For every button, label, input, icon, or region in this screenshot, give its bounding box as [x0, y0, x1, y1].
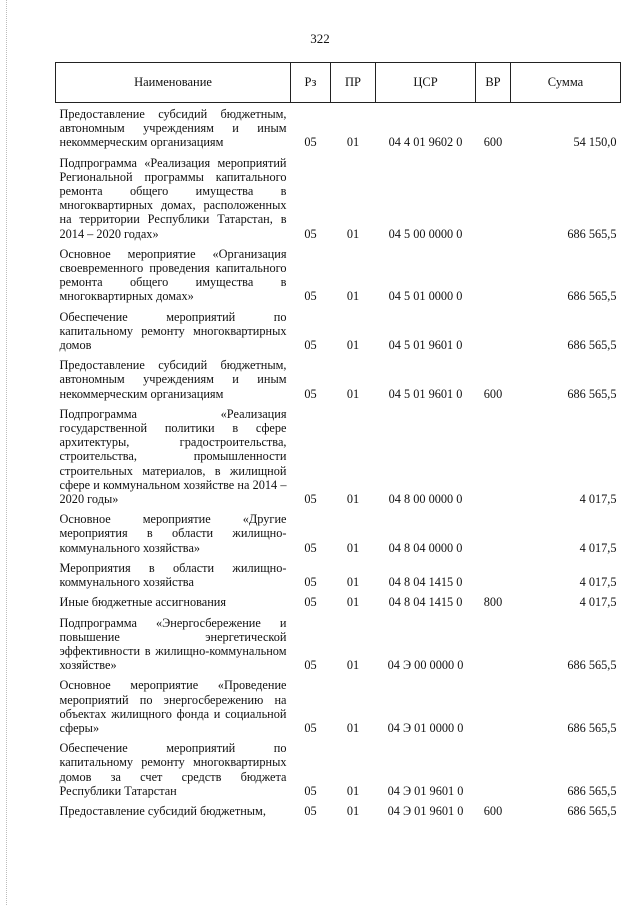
header-name: Наименование	[56, 63, 291, 103]
cell-name: Основное мероприятие «Другие мероприятия в области жилищно-коммунального хозяйства»	[59, 512, 287, 555]
table-row	[56, 103, 621, 152]
cell-csr: 04 Э 01 9601 0	[387, 783, 464, 798]
header-vr: ВР	[476, 63, 511, 103]
page-margin-line	[6, 0, 8, 905]
table-header	[56, 63, 621, 103]
cell-csr: 04 5 00 0000 0	[388, 226, 463, 241]
table-row	[56, 243, 621, 306]
cell-name: Обеспечение мероприятий по капитальному ремонту многоквартирных домов	[59, 309, 287, 353]
cell-rz: 05	[304, 575, 317, 590]
cell-vr	[476, 152, 511, 243]
cell-sum: 686 565,5	[567, 338, 617, 353]
cell-csr: 04 4 01 9602 0	[388, 135, 463, 150]
cell-sum: 686 565,5	[567, 386, 617, 401]
cell-vr	[476, 403, 511, 508]
cell-vr	[476, 737, 511, 800]
cell-vr: 600	[483, 386, 503, 401]
cell-vr	[476, 557, 511, 591]
cell-sum: 54 150,0	[573, 135, 617, 150]
table-row	[56, 306, 621, 355]
cell-rz: 05	[304, 803, 317, 818]
cell-pr: 01	[346, 226, 360, 241]
cell-csr: 04 Э 00 0000 0	[387, 658, 464, 673]
table-row	[56, 152, 621, 243]
cell-csr: 04 5 01 9601 0	[388, 338, 463, 353]
cell-rz: 05	[304, 540, 317, 555]
table-row	[56, 354, 621, 403]
table-row	[56, 674, 621, 737]
cell-rz: 05	[304, 289, 317, 304]
cell-vr	[476, 674, 511, 737]
cell-pr: 01	[346, 289, 360, 304]
cell-name: Подпрограмма «Энергосбережение и повышение энергетической эффективности в жилищно-коммунальном хозяйстве»	[59, 615, 287, 673]
cell-pr: 01	[346, 386, 360, 401]
cell-vr	[476, 243, 511, 306]
cell-rz: 05	[304, 595, 317, 610]
cell-csr: 04 8 04 0000 0	[388, 540, 463, 555]
budget-table	[55, 62, 621, 820]
cell-pr: 01	[346, 338, 360, 353]
cell-pr: 01	[346, 783, 360, 798]
cell-rz: 05	[304, 338, 317, 353]
cell-pr: 01	[346, 492, 360, 507]
cell-vr: 800	[483, 595, 503, 610]
cell-name: Мероприятия в области жилищно-коммунального хозяйства	[59, 560, 287, 590]
cell-rz: 05	[304, 226, 317, 241]
cell-vr	[476, 508, 511, 557]
table-row	[56, 557, 621, 591]
cell-name: Обеспечение мероприятий по капитальному ремонту многоквартирных домов за счет средств бюджета Республики Татарстан	[59, 741, 287, 798]
cell-sum: 686 565,5	[567, 226, 617, 241]
table-body	[56, 103, 621, 821]
table-row	[56, 800, 621, 820]
cell-name: Предоставление субсидий бюджетным, автономным учреждениям и иным некоммерческим организациям	[59, 358, 287, 401]
cell-sum: 4 017,5	[579, 575, 617, 590]
header-rz: Рз	[291, 63, 331, 103]
cell-name: Подпрограмма «Реализация государственной политики в сфере архитектуры, градостроительства, строительства, промышленности строительных материалов, в жилищной сфере и коммунальном хозяйстве на 2014 – 2020 годы»	[59, 406, 287, 507]
cell-vr	[476, 306, 511, 355]
cell-pr: 01	[346, 720, 360, 735]
cell-sum: 686 565,5	[567, 783, 617, 798]
cell-rz: 05	[304, 492, 317, 507]
header-csr: ЦСР	[376, 63, 476, 103]
cell-sum: 4 017,5	[579, 492, 617, 507]
cell-name: Основное мероприятие «Проведение мероприятий по энергосбережению на объектах жилищного фонда и социальной сферы»	[59, 678, 287, 735]
cell-name: Предоставление субсидий бюджетным, автономным учреждениям и иным некоммерческим организациям	[59, 107, 287, 150]
cell-csr: 04 Э 01 0000 0	[387, 720, 464, 735]
cell-rz: 05	[304, 386, 317, 401]
cell-pr: 01	[346, 540, 360, 555]
cell-name: Основное мероприятие «Организация своевременного проведения капитального ремонта общего имущества в многоквартирных домах»	[59, 246, 287, 304]
page-number: 322	[310, 31, 330, 46]
cell-name: Иные бюджетные ассигнования	[59, 595, 227, 610]
cell-pr: 01	[346, 575, 360, 590]
cell-csr: 04 8 04 1415 0	[388, 595, 463, 610]
cell-rz: 05	[304, 658, 317, 673]
cell-name: Подпрограмма «Реализация мероприятий Региональной программы капитального ремонта общего имущества в многоквартирных домах, расположенных на территории Республики Татарстан, в 2014 – 2020 годах»	[59, 155, 287, 241]
cell-sum: 686 565,5	[567, 289, 617, 304]
table-row	[56, 737, 621, 800]
cell-csr: 04 5 01 9601 0	[388, 386, 463, 401]
cell-name: Предоставление субсидий бюджетным,	[59, 803, 266, 818]
cell-pr: 01	[346, 658, 360, 673]
cell-csr: 04 5 01 0000 0	[388, 289, 463, 304]
cell-pr: 01	[346, 803, 360, 818]
cell-rz: 05	[304, 720, 317, 735]
cell-sum: 4 017,5	[579, 540, 617, 555]
cell-pr: 01	[346, 595, 360, 610]
cell-csr: 04 8 04 1415 0	[388, 575, 463, 590]
cell-vr: 600	[483, 135, 503, 150]
table-row	[56, 403, 621, 508]
cell-csr: 04 Э 01 9601 0	[387, 803, 464, 818]
cell-rz: 05	[304, 783, 317, 798]
cell-sum: 686 565,5	[567, 720, 617, 735]
cell-csr: 04 8 00 0000 0	[388, 492, 463, 507]
cell-rz: 05	[304, 135, 317, 150]
cell-sum: 686 565,5	[567, 803, 617, 818]
cell-vr: 600	[483, 803, 503, 818]
cell-sum: 686 565,5	[567, 658, 617, 673]
cell-pr: 01	[346, 135, 360, 150]
table-row	[56, 508, 621, 557]
table-row	[56, 591, 621, 611]
table-row	[56, 612, 621, 675]
cell-sum: 4 017,5	[579, 595, 617, 610]
header-sum: Сумма	[511, 63, 621, 103]
cell-vr	[476, 612, 511, 675]
header-pr: ПР	[331, 63, 376, 103]
